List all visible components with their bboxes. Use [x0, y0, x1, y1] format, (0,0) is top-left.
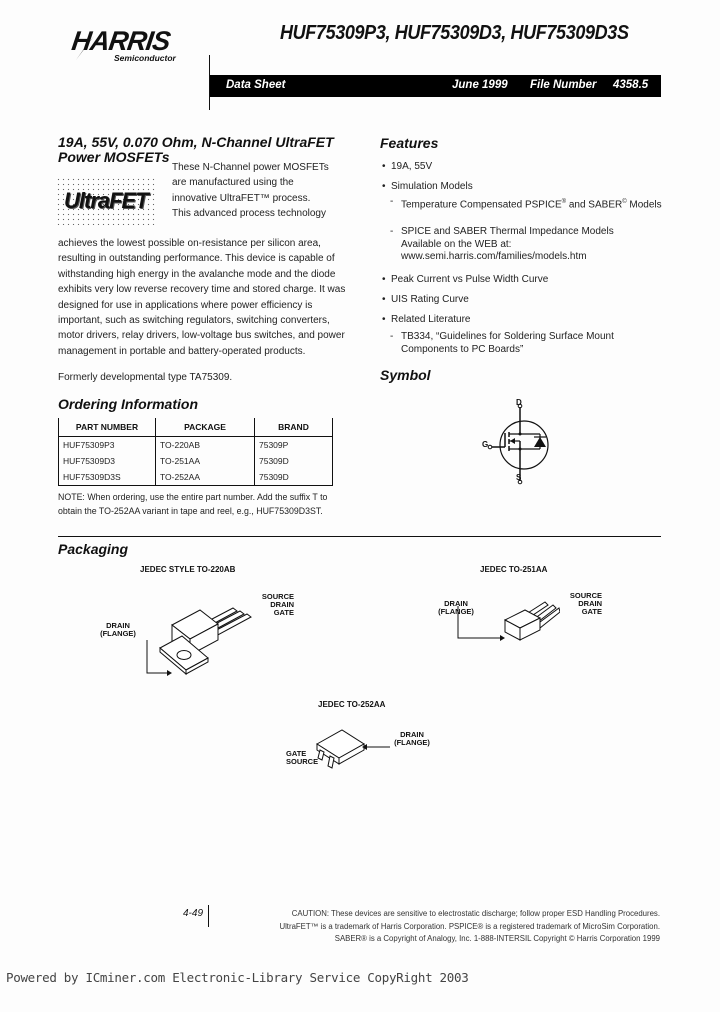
header-bar	[210, 75, 661, 97]
mosfet-symbol-icon	[480, 395, 570, 485]
flange-label: DRAIN (FLANGE)	[100, 621, 136, 638]
package-title: JEDEC TO-251AA	[480, 565, 548, 574]
doc-type-label: Data Sheet	[226, 79, 286, 91]
pin-labels: SOURCE DRAIN GATE	[261, 592, 294, 617]
brand: 75309D	[255, 453, 333, 469]
to251-package-drawing	[450, 600, 560, 650]
document-title: HUF75309P3, HUF75309D3, HUF75309D3S	[280, 22, 629, 44]
package: TO-251AA	[156, 453, 255, 469]
lightning-bolt-icon	[76, 36, 106, 60]
footer-legal: CAUTION: These devices are sensitive to electrostatic discharge; follow proper ESD Handling Procedures. UltraFET™ is a trademark of Harris Corporation. PSPICE® is a registered trademark of MicroSim Corporation. SABER® is a Copyright of Analogy, Inc. 1-888-INTERSIL Copyright © Harris Corporation 1999	[279, 909, 660, 943]
bullet-icon: •	[382, 161, 386, 172]
main-heading: 19A, 55V, 0.070 Ohm, N-Channel UltraFET Power MOSFETs	[58, 134, 334, 165]
column-header: PART NUMBER	[59, 418, 156, 437]
dash-icon: -	[390, 196, 394, 207]
intro-line: are manufactured using the	[172, 177, 294, 189]
pin-gate-label: G	[482, 440, 489, 449]
part-number: HUF75309P3	[59, 437, 156, 454]
logo-subtitle: Semiconductor	[114, 53, 176, 63]
packaging-heading: Packaging	[58, 541, 129, 557]
brand: 75309D	[255, 469, 333, 486]
ultrafet-logo-text: UltraFET	[64, 188, 148, 213]
file-number: 4358.5	[613, 79, 649, 91]
pin-labels: SOURCE DRAIN GATE	[569, 591, 602, 616]
bullet-icon: •	[382, 314, 386, 325]
ordering-note: NOTE: When ordering, use the entire part number. Add the suffix T to obtain the TO-252AA variant in tape and reel, e.g., HUF75309D3ST.	[58, 492, 328, 516]
ultrafet-logo	[56, 177, 156, 225]
table-header-row	[59, 418, 333, 437]
flange-label: DRAIN (FLANGE)	[438, 599, 474, 616]
description-paragraph: achieves the lowest possible on-resistance per silicon area, resulting in outstanding performance. This device is capable of withstanding high energy in the avalanche mode and the diode exhibits very low reverse recovery time and stored charge. It was designed for use in applications where power efficiency is important, such as switching regulators, switching converters, motor drivers, relay drivers, low-voltage bus switches, and power management in portable and battery-operated products.	[58, 238, 346, 357]
powered-by-notice: Powered by ICminer.com Electronic-Library Service CopyRight 2003	[6, 970, 469, 985]
features-heading: Features	[380, 135, 439, 151]
bullet-icon: •	[382, 274, 386, 285]
part-number: HUF75309D3	[59, 453, 156, 469]
intro-text	[172, 160, 362, 222]
to252-package-drawing	[312, 722, 397, 772]
ordering-table	[58, 418, 333, 486]
brand: 75309P	[255, 437, 333, 454]
column-header: PACKAGE	[156, 418, 255, 437]
dash-icon: -	[390, 331, 394, 342]
table-row	[59, 437, 333, 454]
dash-icon: -	[390, 226, 394, 237]
column-header: BRAND	[255, 418, 333, 437]
pin-drain-label: D	[516, 398, 522, 407]
bullet-icon: •	[382, 294, 386, 305]
intro-line: These N-Channel power MOSFETs	[172, 162, 329, 173]
harris-logo: HARRIS	[69, 26, 172, 56]
to220-package-drawing	[110, 600, 260, 680]
part-number: HUF75309D3S	[59, 469, 156, 486]
package: TO-252AA	[156, 469, 255, 486]
models-url[interactable]: www.semi.harris.com/families/models.htm	[401, 251, 587, 262]
flange-label: DRAIN (FLANGE)	[394, 730, 430, 747]
intro-line: This advanced process technology	[172, 208, 326, 220]
footer-divider	[208, 905, 209, 927]
package: TO-220AB	[156, 437, 255, 454]
pin-source-label: S	[516, 473, 522, 482]
doc-date: June 1999	[452, 79, 508, 91]
intro-line: innovative UltraFET™ process.	[172, 192, 311, 204]
section-divider	[58, 536, 661, 537]
symbol-heading: Symbol	[380, 367, 431, 383]
ordering-heading: Ordering Information	[58, 396, 198, 412]
file-number-label: File Number	[530, 79, 597, 91]
table-row	[59, 453, 333, 469]
pin-labels: GATE SOURCE	[286, 749, 319, 766]
table-row	[59, 469, 333, 486]
page-number: 4-49	[183, 908, 204, 919]
bullet-icon: •	[382, 181, 386, 192]
package-title: JEDEC TO-252AA	[318, 700, 386, 709]
formerly-note: Formerly developmental type TA75309.	[58, 372, 233, 383]
package-title: JEDEC STYLE TO-220AB	[140, 565, 236, 574]
